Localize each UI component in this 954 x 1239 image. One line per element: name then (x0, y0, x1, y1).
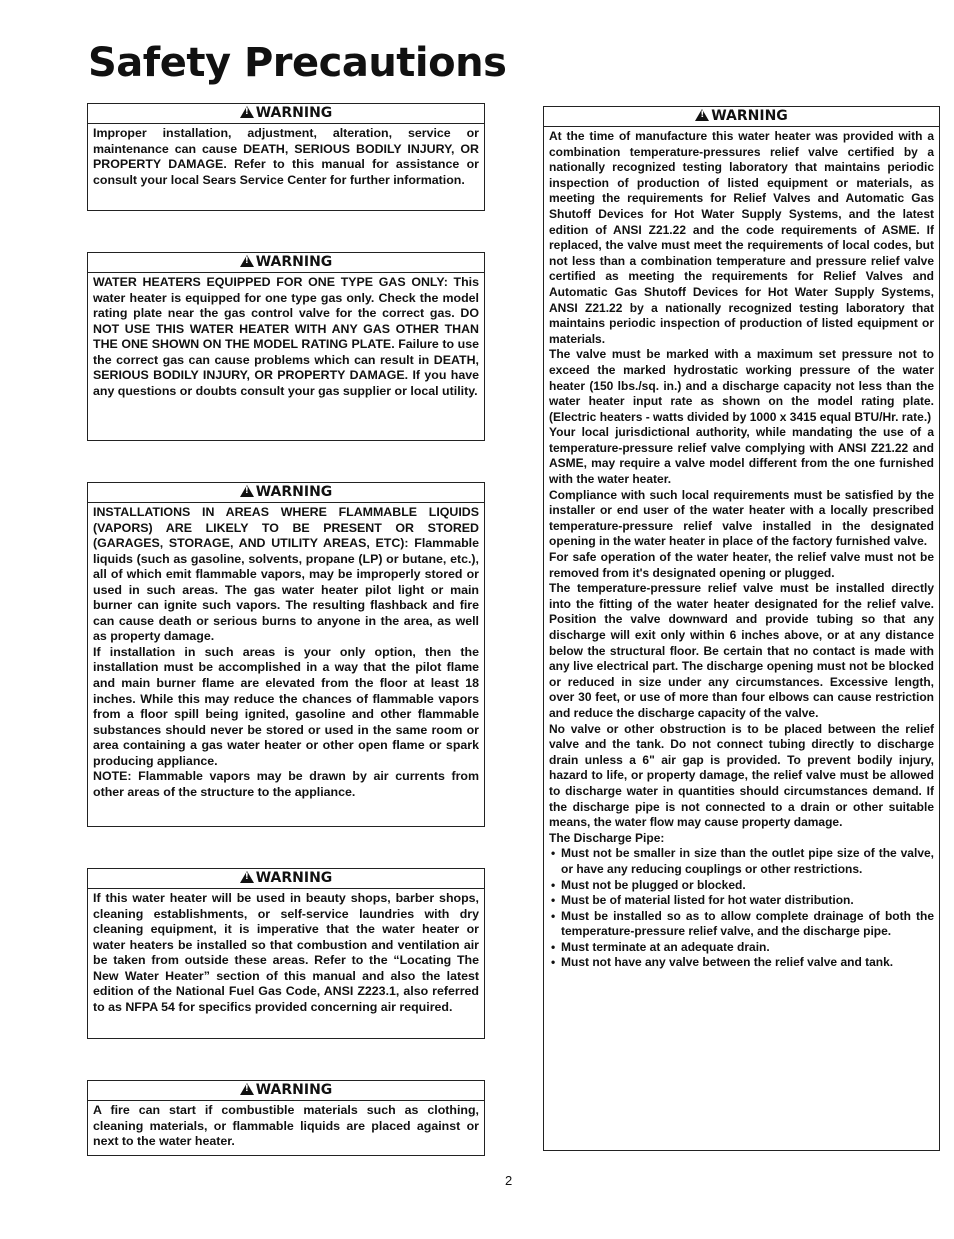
list-item: • Must be installed so as to allow complete drainage of both the temperature-pressure relief valve, and the discharge pipe. (549, 909, 934, 940)
warning-box-flammable-areas (87, 482, 485, 827)
warning-header (88, 869, 484, 889)
warning-label: WARNING (255, 484, 333, 500)
warning-header (88, 1081, 484, 1101)
warning-paragraph: For safe operation of the water heater, the relief valve must not be removed from it's designated opening or plugged. (549, 550, 934, 580)
warning-header (88, 104, 484, 124)
warning-label: WARNING (711, 108, 788, 124)
warning-body (88, 889, 484, 1018)
page-title: Safety Precautions (88, 40, 507, 86)
warning-box-relief-valve (543, 106, 940, 1151)
discharge-pipe-list (549, 846, 934, 971)
warning-label: WARNING (255, 1082, 333, 1098)
list-item: • Must be of material listed for hot water distribution. (549, 893, 934, 909)
warning-header (88, 483, 484, 503)
list-item: • Must terminate at an adequate drain. (549, 940, 934, 956)
warning-triangle-icon (240, 485, 254, 497)
warning-paragraph: Compliance with such local requirements must be satisfied by the installer or end user of the water heater with a locally prescribed temperature-pressure relief valve installed in the designated opening in the water heater in place of the factory furnished valve. (549, 487, 934, 549)
warning-paragraph: WATER HEATERS EQUIPPED FOR ONE TYPE GAS ONLY: This water heater is equipped for one type gas only. Check the model rating plate near the gas control valve for the correct gas. DO NOT USE THIS WATER HEATER WITH ANY GAS OTHER THAN THE ONE SHOWN ON THE MODEL RATING PLATE. Failure to use the correct gas can cause problems which can result in DEATH, SERIOUS BODILY INJURY, OR PROPERTY DAMAGE. If you have any questions or doubts consult your gas supplier or local utility. (93, 275, 479, 398)
warning-paragraph: A fire can start if combustible materials such as clothing, cleaning materials, or flammable liquids are placed against or next to the water heater. (93, 1103, 479, 1149)
warning-box-dry-cleaning (87, 868, 485, 1039)
warning-box-gas-type (87, 252, 485, 441)
warning-paragraph: If installation in such areas is your only option, then the installation must be accomplished in a way that the pilot flame and main burner flame are elevated from the floor at least 18 inches. While this may reduce the chances of flammable vapors from a floor spill being ignited, gasoline and other flammable substances should never be stored or used in the same room or area containing a gas water heater or other open flame or spark producing appliance. (93, 644, 479, 768)
list-item: • Must not be plugged or blocked. (549, 878, 934, 894)
warning-triangle-icon (240, 106, 254, 118)
warning-triangle-icon (240, 871, 254, 883)
warning-box-combustibles (87, 1080, 485, 1156)
warning-label: WARNING (255, 254, 333, 270)
warning-body (88, 124, 484, 191)
page-number: 2 (505, 1173, 513, 1188)
warning-box-maintenance (87, 103, 485, 211)
warning-body (88, 273, 484, 402)
warning-body (88, 503, 484, 803)
warning-header (544, 107, 939, 127)
warning-header (88, 253, 484, 273)
list-item: • Must not have any valve between the relief valve and tank. (549, 955, 934, 971)
warning-paragraph: NOTE: Flammable vapors may be drawn by air currents from other areas of the structure to the appliance. (93, 769, 479, 799)
warning-paragraph: The temperature-pressure relief valve must be installed directly into the fitting of the water heater designated for the relief valve. Position the valve downward and provide tubing so that any discharge will exit only within 6 inches above, or at any distance below the structural floor. Be certain that no contact is made with any live electrical part. The discharge opening must not be blocked or reduced in size under any circumstances. Excessive length, over 30 feet, or use of more than four elbows can cause restriction and reduce the discharge capacity of the valve. (549, 581, 934, 720)
list-item: • Must not be smaller in size than the outlet pipe size of the valve, or have any reducing couplings or other restrictions. (549, 846, 934, 877)
warning-paragraph: If this water heater will be used in beauty shops, barber shops, cleaning establishments, or self-service laundries with dry cleaning equipment, it is imperative that the water heater or water heaters be installed so that combustion and ventilation air be taken from outside these areas. Refer to the “Locating The New Water Heater” section of this manual and also the latest edition of the National Fuel Gas Code, ANSI Z223.1, also referred to as NFPA 54 for specifics provided concerning air required. (93, 891, 479, 1014)
warning-body (544, 127, 939, 974)
warning-paragraph: Your local jurisdictional authority, while mandating the use of a temperature-pressure relief valve complying with ANSI Z21.22 and ASME, may require a valve model different from the one furnished with the water heater. (549, 425, 934, 487)
warning-paragraph: The valve must be marked with a maximum set pressure not to exceed the marked hydrostatic working pressure of the water heater (150 lbs./sq. in.) and a discharge capacity not less than the water heater input rate as shown on the model rating plate. (Electric heaters - watts divided by 1000 x 3415 equal BTU/Hr. rate.) (549, 347, 934, 424)
warning-paragraph: No valve or other obstruction is to be placed between the relief valve and the tank. Do not connect tubing directly to discharge drain unless a 6" air gap is provided. To prevent bodily injury, hazard to life, or property damage, the relief valve must be allowed to discharge water in quantities should circumstances demand. If the discharge pipe is not connected to a drain or other suitable means, the water flow may cause property damage. (549, 721, 934, 830)
warning-label: WARNING (255, 870, 333, 886)
warning-body (88, 1101, 484, 1153)
warning-label: WARNING (255, 105, 333, 121)
warning-paragraph: At the time of manufacture this water heater was provided with a combination temperature-pressures relief valve certified by a nationally recognized testing laboratory that maintains periodic inspection of production of listed equipment or materials, as meeting the requirements for Relief Valves and Automatic Gas Shutoff Devices for Hot Water Supply Systems, and the latest edition of ANSI Z21.22 and the code requirements of ASME. If replaced, the valve must meet the requirements of local codes, but not less than a combination temperature and pressure relief valve certified as meeting the requirements for Relief Valves and Automatic Gas Shutoff Devices for Hot Water Supply Systems, ANSI Z21.22 by a nationally recognized testing laboratory that maintains periodic inspection of production of listed equipment or materials. (549, 129, 934, 346)
discharge-pipe-heading: The Discharge Pipe: (549, 830, 665, 845)
warning-paragraph: Improper installation, adjustment, alteration, service or maintenance can cause DEATH, SERIOUS BODILY INJURY, OR PROPERTY DAMAGE. Refer to this manual for assistance or consult your local Sears Service Center for further information. (93, 126, 479, 187)
warning-triangle-icon (695, 109, 709, 121)
warning-paragraph: INSTALLATIONS IN AREAS WHERE FLAMMABLE LIQUIDS (VAPORS) ARE LIKELY TO BE PRESENT OR STORED (GARAGES, STORAGE, AND UTILITY AREAS, ETC): Flammable liquids (such as gasoline, solvents, propane (LP) or butane, etc.), all of which emit flammable vapors, may be improperly stored or used in such areas. The gas water heater pilot light or main burner can ignite such vapors. The resulting flashback and fire can cause death or serious burns to anyone in the area, as well as property damage. (93, 505, 479, 644)
warning-triangle-icon (240, 255, 254, 267)
warning-triangle-icon (240, 1083, 254, 1095)
